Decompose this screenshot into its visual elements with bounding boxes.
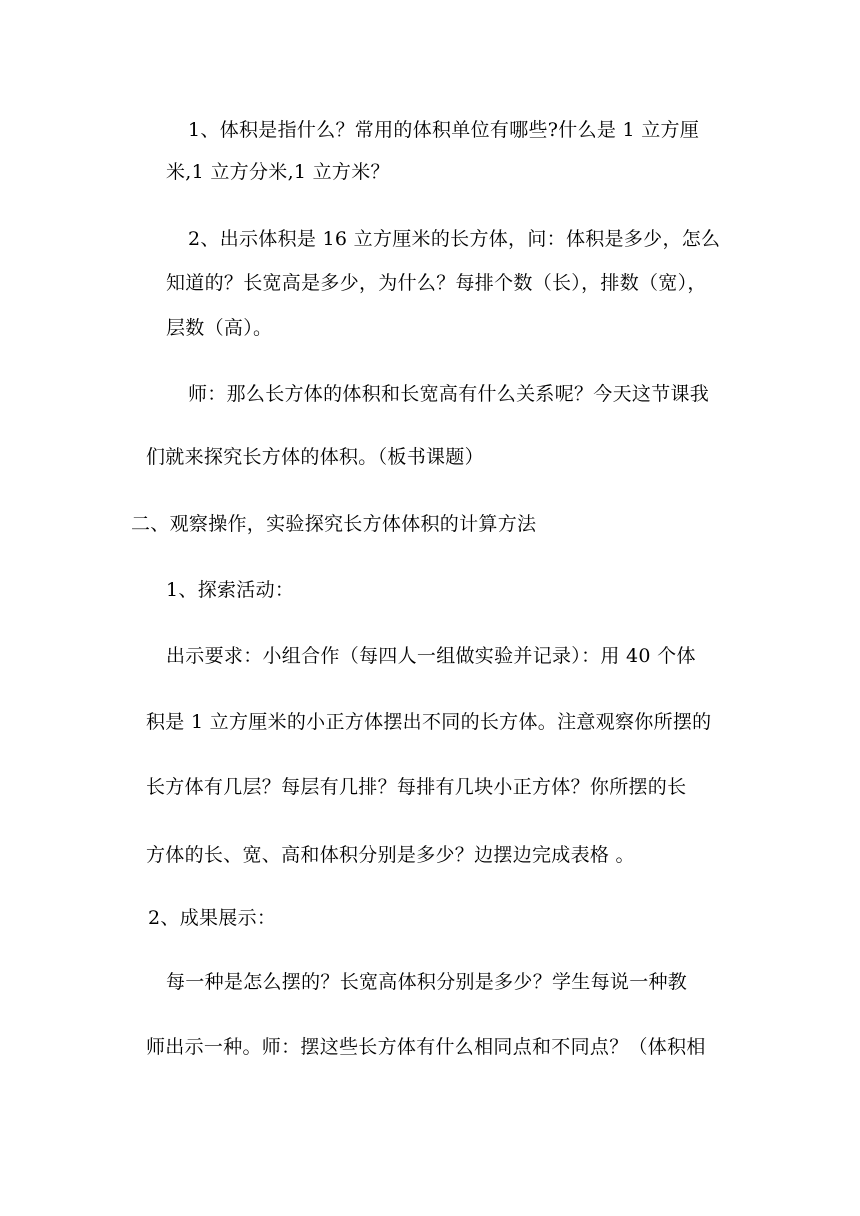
paragraph-3-line-1: 师：那么长方体的体积和长宽高有什么关系呢？今天这节课我 [188,383,710,405]
paragraph-5-line-1: 每一种是怎么摆的？长宽高体积分别是多少？学生每说一种教 [166,971,688,993]
section-heading-2: 二、观察操作，实验探究长方体体积的计算方法 [131,513,537,535]
item-2-heading: 2、成果展示： [148,907,277,929]
item-1-heading: 1、探索活动： [166,579,295,601]
paragraph-2-line-1: 2、出示体积是 16 立方厘米的长方体，问：体积是多少，怎么 [188,228,721,250]
paragraph-2-line-2: 知道的？长宽高是多少，为什么？每排个数（长），排数（宽）， [166,272,707,294]
paragraph-3-line-2: 们就来探究长方体的体积。（板书课题） [146,446,484,468]
paragraph-4-line-1: 出示要求：小组合作（每四人一组做实验并记录）：用 40 个体 [166,645,696,667]
paragraph-4-line-3: 长方体有几层？每层有几排？每排有几块小正方体？你所摆的长 [146,776,687,798]
paragraph-2-line-3: 层数（高）。 [166,317,273,339]
paragraph-4-line-4: 方体的长、宽、高和体积分别是多少？边摆边完成表格 。 [146,844,635,866]
paragraph-1-line-2: 米,1 立方分米,1 立方米？ [166,161,390,183]
paragraph-5-line-2: 师出示一种。师：摆这些长方体有什么相同点和不同点？（体积相 [146,1036,706,1058]
paragraph-1-line-1: 1、体积是指什么？常用的体积单位有哪些?什么是 1 立方厘 [188,119,700,141]
paragraph-4-line-2: 积是 1 立方厘米的小正方体摆出不同的长方体。注意观察你所摆的 [146,711,712,733]
